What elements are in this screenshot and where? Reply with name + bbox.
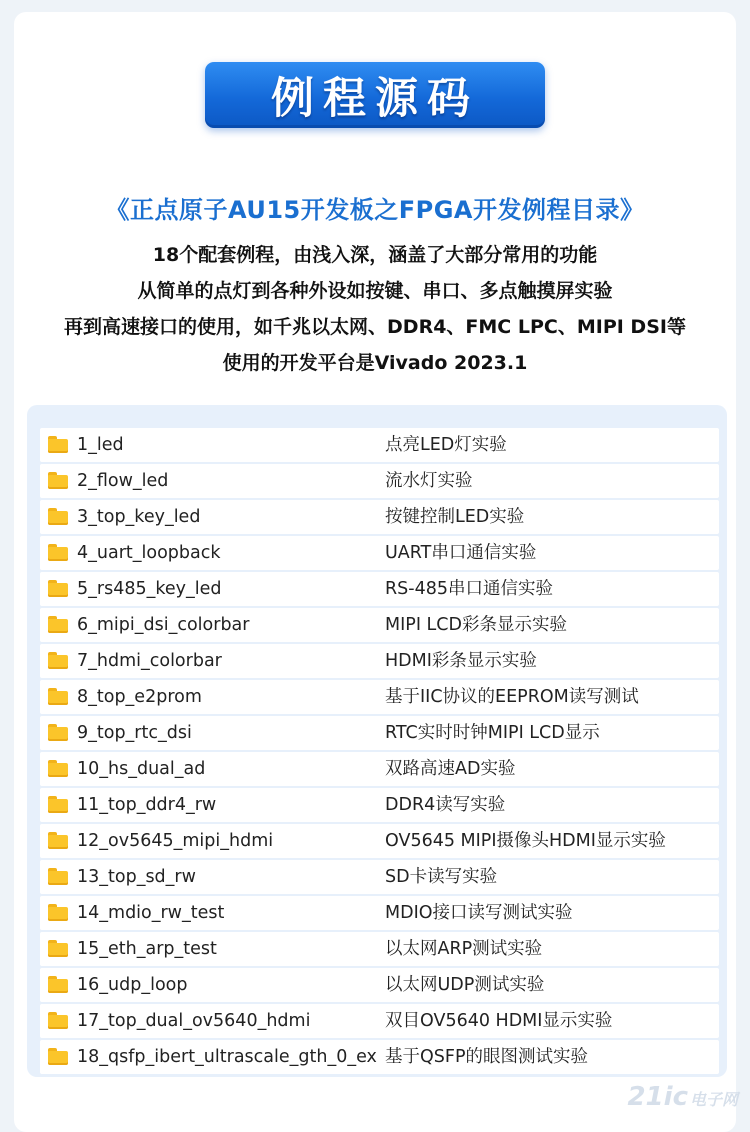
project-description: 基于IIC协议的EEPROM读写测试 [385, 687, 639, 707]
table-row [40, 680, 719, 714]
project-description: SD卡读写实验 [385, 867, 498, 887]
folder-icon [48, 904, 68, 921]
project-description: RTC实时时钟MIPI LCD显示 [385, 723, 600, 743]
folder-icon [48, 688, 68, 705]
project-name: 14_mdio_rw_test [77, 903, 225, 923]
table-row [40, 608, 719, 642]
project-table [27, 405, 727, 1077]
project-name: 6_mipi_dsi_colorbar [77, 615, 250, 635]
project-name: 5_rs485_key_led [77, 579, 222, 599]
project-name: 15_eth_arp_test [77, 939, 217, 959]
table-row [40, 968, 719, 1002]
description-line: 使用的开发平台是Vivado 2023.1 [222, 352, 528, 374]
table-row [40, 428, 719, 462]
table-row [40, 1040, 719, 1074]
project-name: 10_hs_dual_ad [77, 759, 206, 779]
project-description: OV5645 MIPI摄像头HDMI显示实验 [385, 831, 666, 851]
folder-icon [48, 868, 68, 885]
table-row [40, 752, 719, 786]
project-description: UART串口通信实验 [385, 543, 537, 563]
description-line: 18个配套例程，由浅入深，涵盖了大部分常用的功能 [152, 244, 598, 266]
folder-icon [48, 616, 68, 633]
project-name: 18_qsfp_ibert_ultrascale_gth_0_ex [77, 1047, 377, 1067]
project-name: 17_top_dual_ov5640_hdmi [77, 1011, 311, 1031]
project-description: MDIO接口读写测试实验 [385, 903, 573, 923]
description-line: 从简单的点灯到各种外设如按键、串口、多点触摸屏实验 [137, 280, 613, 302]
project-name: 2_flow_led [77, 471, 169, 491]
table-row [40, 536, 719, 570]
project-description: 以太网ARP测试实验 [385, 939, 543, 959]
table-row [40, 464, 719, 498]
project-name: 7_hdmi_colorbar [77, 651, 222, 671]
project-description: 点亮LED灯实验 [385, 435, 507, 455]
project-name: 12_ov5645_mipi_hdmi [77, 831, 274, 851]
project-name: 3_top_key_led [77, 507, 201, 527]
project-description: 以太网UDP测试实验 [385, 975, 545, 995]
watermark-logo: 21ic 电子网 [627, 1082, 738, 1112]
table-row [40, 572, 719, 606]
project-name: 16_udp_loop [77, 975, 188, 995]
folder-icon [48, 508, 68, 525]
table-row [40, 896, 719, 930]
table-row [40, 644, 719, 678]
project-name: 4_uart_loopback [77, 543, 221, 563]
folder-icon [48, 1048, 68, 1065]
folder-icon [48, 976, 68, 993]
description-line: 再到高速接口的使用，如千兆以太网、DDR4、FMC LPC、MIPI DSI等 [64, 316, 686, 338]
project-name: 1_led [77, 435, 124, 455]
folder-icon [48, 724, 68, 741]
table-row [40, 1004, 719, 1038]
project-description: 双目OV5640 HDMI显示实验 [385, 1011, 613, 1031]
table-row [40, 860, 719, 894]
folder-icon [48, 436, 68, 453]
folder-icon [48, 796, 68, 813]
project-name: 11_top_ddr4_rw [77, 795, 217, 815]
folder-icon [48, 652, 68, 669]
banner-title: 例程源码 [271, 73, 479, 124]
project-description: RS-485串口通信实验 [385, 579, 553, 599]
table-row [40, 788, 719, 822]
subtitle: 《正点原子AU15开发板之FPGA开发例程目录》 [105, 196, 645, 224]
folder-icon [48, 760, 68, 777]
project-name: 13_top_sd_rw [77, 867, 196, 887]
table-row [40, 500, 719, 534]
folder-icon [48, 580, 68, 597]
project-description: DDR4读写实验 [385, 795, 506, 815]
title-banner [205, 62, 545, 128]
folder-icon [48, 1012, 68, 1029]
folder-icon [48, 472, 68, 489]
table-row [40, 824, 719, 858]
folder-icon [48, 940, 68, 957]
project-description: 基于QSFP的眼图测试实验 [385, 1047, 589, 1067]
project-description: 双路高速AD实验 [385, 759, 516, 779]
project-description: MIPI LCD彩条显示实验 [385, 615, 567, 635]
project-name: 8_top_e2prom [77, 687, 202, 707]
project-description: 流水灯实验 [385, 471, 473, 491]
table-row [40, 932, 719, 966]
project-description: HDMI彩条显示实验 [385, 651, 537, 671]
project-description: 按键控制LED实验 [385, 507, 525, 527]
folder-icon [48, 832, 68, 849]
project-name: 9_top_rtc_dsi [77, 723, 192, 743]
folder-icon [48, 544, 68, 561]
table-row [40, 716, 719, 750]
